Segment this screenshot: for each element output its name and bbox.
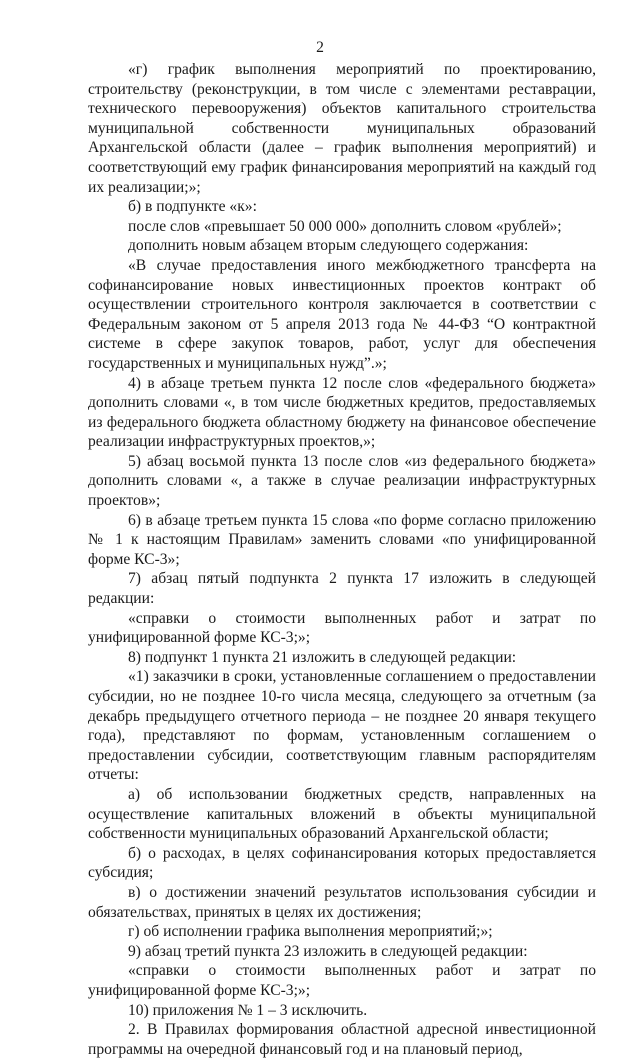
paragraph-item-10: 10) приложения № 1 – 3 исключить. <box>128 1001 368 1019</box>
paragraph-interbudget-transfer: «В случае предоставления иного межбюджетного трансферта на софинансирование новых инвестиционных проектов контракт об осуществлении строительного контроля заключается в соответствии с Федеральным законом от 5 апреля 2013 года № 44-ФЗ “О контрактной системе в сфере закупок товаров, работ, услуг для обеспечения государственных и муниципальных нужд”.»; <box>88 256 596 372</box>
paragraph-item-8: 8) подпункт 1 пункта 21 изложить в следующей редакции: <box>128 648 517 666</box>
paragraph-subitem-k: б) в подпункте «к»: <box>128 198 257 216</box>
page-number: 2 <box>316 39 324 56</box>
paragraph-item-4: 4) в абзаце третьем пункта 12 после слов «федерального бюджета» дополнить словами «, в том числе бюджетных кредитов, предоставляемых из федерального бюджета областному бюджету на финансовое обеспечение реализации инфраструктурных проектов,»; <box>88 374 596 451</box>
paragraph-customers-reports: «1) заказчики в сроки, установленные соглашением о предоставлении субсидии, но не позднее 10-го числа месяца, следующего за отчетным (за декабрь предыдущего отчетного периода – не позднее 20 января текущего года), представляют по формам, установленным соглашением о предоставлении субсидии, соответствующим главным распорядителям отчеты: <box>88 668 596 784</box>
paragraph-report-g: г) об исполнении графика выполнения мероприятий;»; <box>128 923 493 941</box>
paragraph-report-a: а) об использовании бюджетных средств, направленных на осуществление капитальных вложений в объекты муниципальной собственности муниципальных образований Архангельской области; <box>88 785 596 843</box>
paragraph-report-b: б) о расходах, в целях софинансирования которых предоставляется субсидия; <box>88 844 596 882</box>
paragraph-report-v: в) о достижении значений результатов использования субсидии и обязательствах, принятых в целях их достижения; <box>88 883 596 921</box>
paragraph-ks3-quote-2: «справки о стоимости выполненных работ и затрат по унифицированной форме КС-3;»; <box>88 962 596 999</box>
paragraph-add-rubles: после слов «превышает 50 000 000» дополнить словом «рублей»; <box>128 217 562 235</box>
paragraph-item-5: 5) абзац восьмой пункта 13 после слов «из федерального бюджета» дополнить словами «, а также в случае реализации инфраструктурных проектов»; <box>88 452 596 510</box>
paragraph-item-6: 6) в абзаце третьем пункта 15 слова «по форме согласно приложению № 1 к настоящим Правилам» заменить словами «по унифицированной форме КС-3»; <box>88 511 596 568</box>
paragraph-add-second-para: дополнить новым абзацем вторым следующего содержания: <box>128 237 529 255</box>
paragraph-g-schedule: «г) график выполнения мероприятий по проектированию, строительству (реконструкции, в том числе с элементами реставрации, технического перевооружения) объектов капитального строительства муниципальной собственности муниципальных образований Архангельской области (далее – график выполнения мероприятий) и соответствующий ему график финансирования мероприятий на каждый год их реализации;»; <box>88 61 596 196</box>
paragraph-item-7: 7) абзац пятый подпункта 2 пункта 17 изложить в следующей редакции: <box>88 570 596 608</box>
paragraph-item-9: 9) абзац третий пункта 23 изложить в следующей редакции: <box>128 942 528 960</box>
document-body <box>88 60 596 1059</box>
paragraph-ks3-quote-1: «справки о стоимости выполненных работ и затрат по унифицированной форме КС-3;»; <box>88 609 596 647</box>
paragraph-section-2: 2. В Правилах формирования областной адресной инвестиционной программы на очередной финансовый год и на плановый период, <box>88 1021 596 1058</box>
